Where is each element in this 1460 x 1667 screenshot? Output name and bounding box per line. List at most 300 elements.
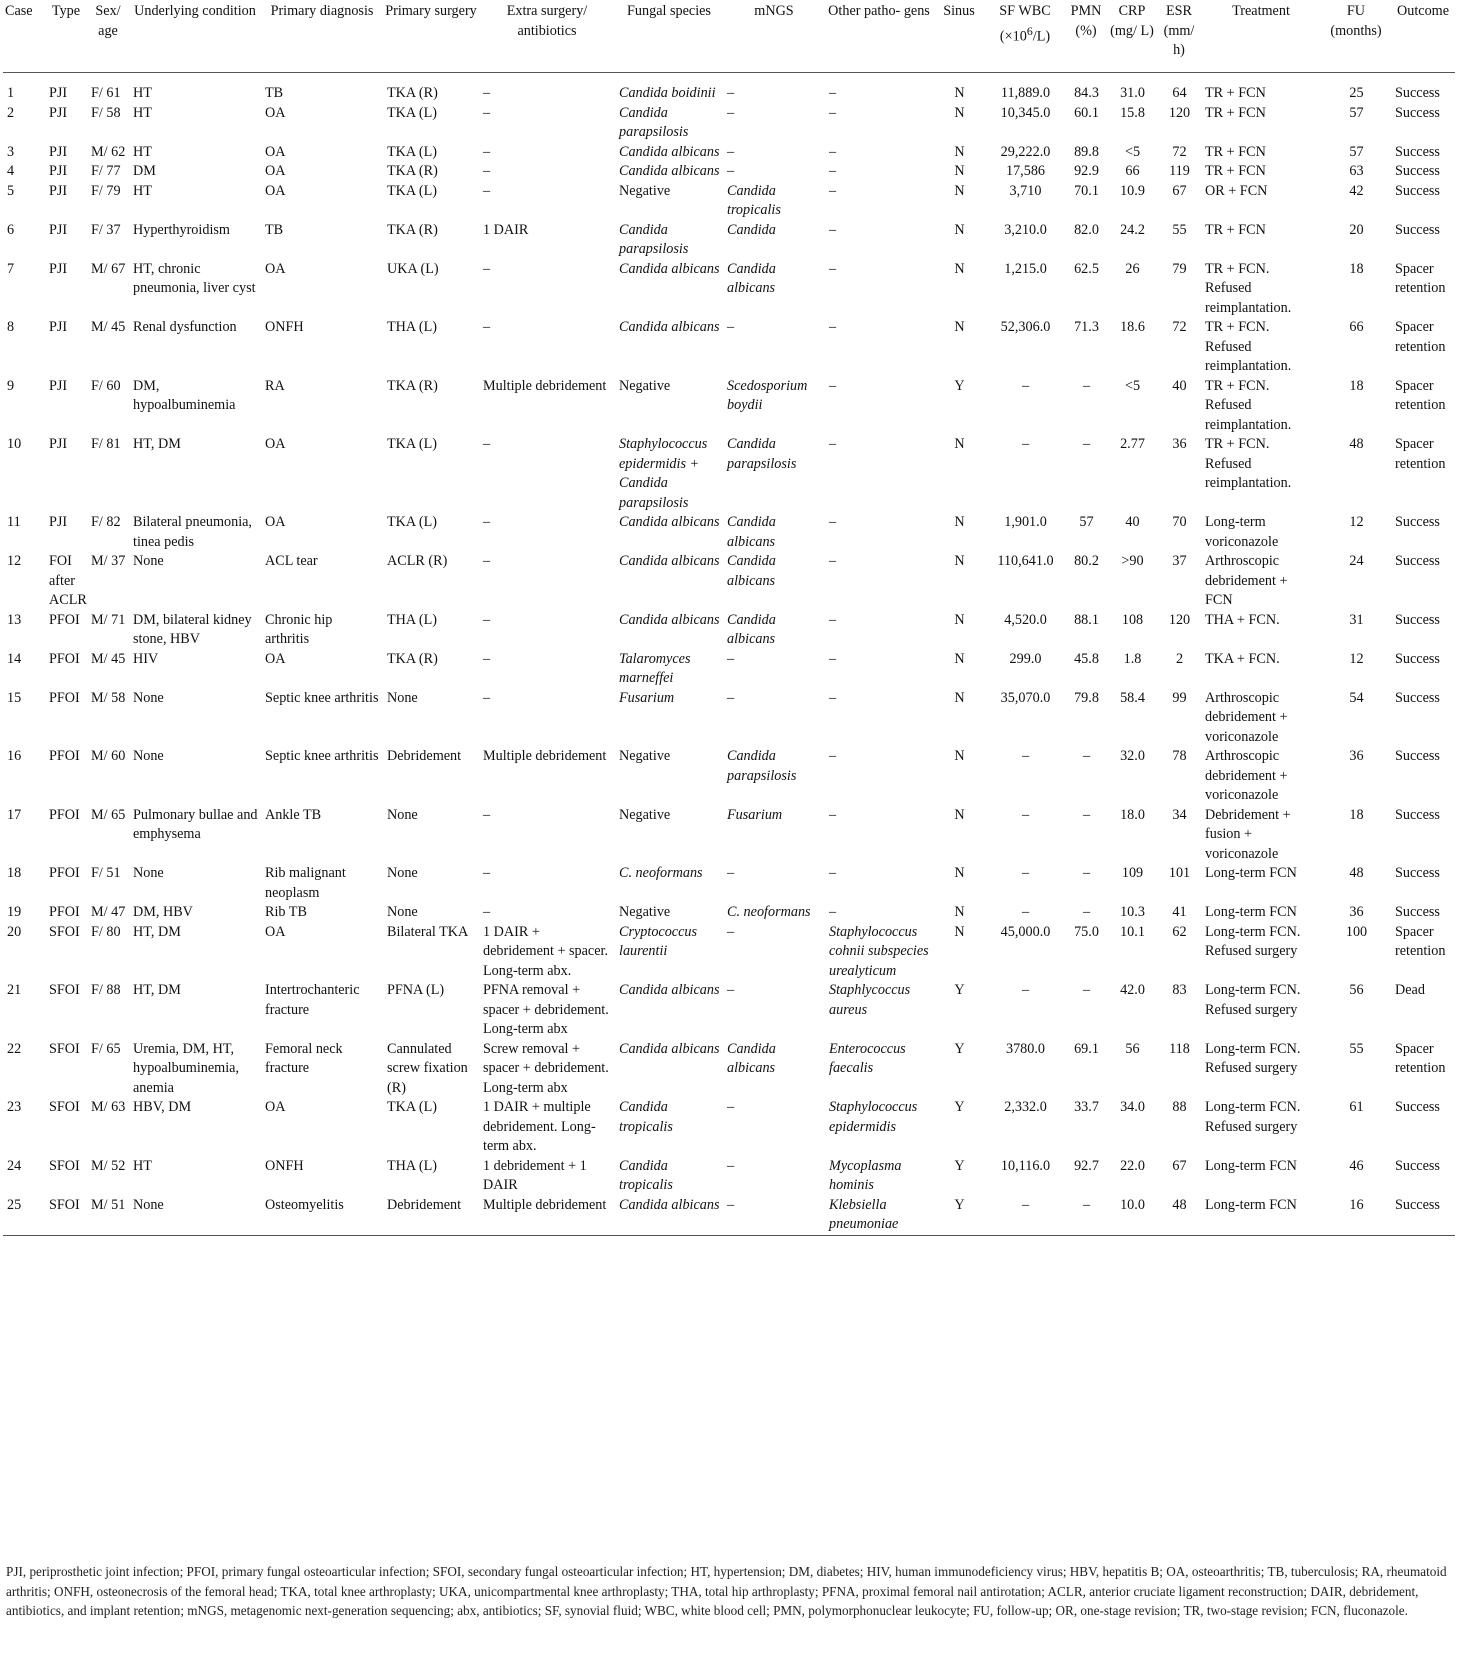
cell-outcome: Success: [1395, 611, 1440, 628]
cell-primary-surgery: TKA (R): [387, 163, 438, 179]
cell-sinus: Y: [954, 982, 965, 998]
cell-treatment: Debridement + fusion + voriconazole: [1205, 806, 1291, 862]
cell-outcome: Spacer retention: [1395, 377, 1446, 413]
cell-pmn: –: [1082, 982, 1091, 998]
cell-case: 7: [7, 260, 15, 277]
cell-sinus: N: [954, 689, 965, 706]
cell-fu: 12: [1349, 650, 1364, 667]
cell-extra-surgery: Multiple debridement: [483, 748, 607, 764]
cell-crp: 18.0: [1120, 806, 1145, 823]
cell-pmn: –: [1082, 806, 1091, 823]
cell-fu: 55: [1349, 1040, 1364, 1057]
cell-esr: 67: [1172, 1157, 1187, 1174]
cell-mngs: Fusarium: [727, 806, 783, 823]
cell-sf-wbc: –: [1021, 865, 1030, 881]
cell-type: PJI: [49, 163, 68, 179]
cell-sf-wbc: 35,070.0: [1000, 689, 1051, 706]
cell-sex-age: F/ 77: [91, 163, 121, 179]
cell-sf-wbc: 29,222.0: [1000, 143, 1051, 160]
cell-other-pathogens: –: [829, 689, 837, 706]
table-row: [3, 981, 1455, 1040]
cell-primary-diagnosis: ONFH: [265, 319, 304, 335]
cell-primary-surgery: PFNA (L): [387, 982, 445, 998]
cell-sex-age: M/ 45: [91, 319, 126, 335]
cell-fu: 57: [1349, 104, 1364, 121]
cell-crp: 32.0: [1120, 748, 1145, 764]
cell-other-pathogens: Staphylococcus epidermidis: [829, 1099, 918, 1135]
header-sf-wbc: [985, 0, 1065, 73]
cell-extra-surgery: –: [483, 514, 491, 530]
cell-underlying-condition: HT: [133, 85, 152, 101]
cell-type: SFOI: [49, 982, 80, 998]
cell-esr: 64: [1172, 85, 1187, 101]
cell-primary-diagnosis: OA: [265, 923, 286, 940]
cell-extra-surgery: –: [483, 85, 491, 101]
header-row: [3, 0, 1455, 73]
cell-primary-surgery: UKA (L): [387, 260, 439, 277]
cell-extra-surgery: PFNA removal + spacer + debridement. Long-term abx: [483, 982, 609, 1037]
cell-treatment: TR + FCN. Refused reimplantation.: [1205, 436, 1292, 491]
cell-sex-age: M/ 67: [91, 260, 126, 277]
cell-other-pathogens: –: [829, 260, 837, 277]
cell-treatment: TR + FCN: [1205, 104, 1266, 121]
cell-fungal-species: Talaromyces marneffei: [619, 650, 691, 686]
cell-other-pathogens: –: [829, 143, 837, 160]
cell-mngs: Candida albicans: [727, 260, 776, 296]
table-row: [3, 1040, 1455, 1099]
cell-primary-diagnosis: OA: [265, 163, 286, 179]
cell-underlying-condition: DM, HBV: [133, 904, 193, 920]
cell-mngs: Candida parapsilosis: [727, 436, 797, 472]
cell-other-pathogens: Enterococcus faecalis: [829, 1040, 906, 1076]
cell-primary-diagnosis: RA: [265, 377, 285, 394]
cell-fungal-species: Candida tropicalis: [619, 1099, 673, 1135]
cell-sf-wbc: 10,345.0: [1000, 104, 1051, 121]
cell-primary-surgery: THA (L): [387, 1157, 438, 1174]
cell-mngs: –: [727, 104, 735, 121]
cell-fu: 100: [1345, 923, 1368, 940]
cell-sinus: N: [954, 436, 965, 452]
cell-type: PJI: [49, 436, 68, 452]
cell-fungal-species: Candida albicans: [619, 611, 720, 628]
cell-primary-diagnosis: OA: [265, 260, 286, 277]
cell-treatment: OR + FCN: [1205, 182, 1268, 199]
cell-sinus: Y: [933, 1196, 985, 1236]
cell-pmn: 89.8: [1074, 143, 1099, 160]
cell-treatment: Long-term FCN: [1201, 1196, 1321, 1236]
cell-outcome: Spacer retention: [1395, 923, 1446, 959]
cell-underlying-condition: HT: [133, 104, 152, 121]
header-case: Case: [3, 0, 45, 73]
cell-sinus: Y: [954, 1157, 965, 1174]
table-row: [3, 377, 1455, 436]
cell-esr: 62: [1172, 923, 1187, 940]
cell-primary-surgery: TKA (R): [387, 377, 438, 394]
cell-mngs: –: [727, 689, 735, 706]
cell-outcome: Dead: [1395, 982, 1425, 998]
cell-treatment: TR + FCN. Refused reimplantation.: [1205, 377, 1292, 433]
cell-sinus: N: [954, 319, 965, 335]
cell-case: 2: [7, 104, 15, 121]
cell-pmn: 62.5: [1074, 260, 1099, 277]
cell-underlying-condition: None: [129, 1196, 261, 1236]
cell-sinus: Y: [954, 377, 965, 394]
cell-fu: 46: [1349, 1157, 1364, 1174]
table-row: [3, 1196, 1455, 1236]
cell-outcome: Spacer retention: [1395, 260, 1446, 296]
header-fu: FU (months): [1321, 0, 1391, 73]
cell-other-pathogens: –: [829, 436, 837, 452]
cell-treatment: Arthroscopic debridement + voriconazole: [1205, 689, 1288, 745]
cell-fu: 20: [1349, 221, 1364, 238]
cell-sex-age: F/ 82: [91, 514, 121, 530]
cell-fu: 66: [1349, 319, 1364, 335]
cell-type: PFOI: [49, 748, 80, 764]
cell-crp: 24.2: [1120, 221, 1145, 238]
cell-sinus: N: [954, 514, 965, 530]
cell-treatment: Long-term FCN. Refused surgery: [1205, 1099, 1301, 1135]
cell-case: 22: [7, 1040, 22, 1057]
table-row: [3, 182, 1455, 221]
cell-primary-diagnosis: OA: [265, 1099, 286, 1115]
cell-extra-surgery: –: [483, 650, 491, 667]
cell-mngs: –: [727, 982, 735, 998]
cell-underlying-condition: HT: [133, 1157, 152, 1174]
cell-extra-surgery: –: [483, 104, 491, 121]
header-underlying-condition: Underlying condition: [129, 0, 261, 73]
cell-type: PJI: [49, 182, 68, 199]
cell-type: PJI: [49, 85, 68, 101]
cell-outcome: Success: [1395, 806, 1440, 823]
cell-fu: 63: [1349, 163, 1364, 179]
cell-type: PFOI: [49, 904, 80, 920]
cell-other-pathogens: Klebsiella pneumoniae: [825, 1196, 933, 1236]
cell-case: 10: [7, 436, 22, 452]
cell-sinus: N: [954, 182, 965, 199]
cell-primary-surgery: Debridement: [383, 1196, 479, 1236]
cell-sinus: N: [954, 553, 965, 569]
cell-outcome: Success: [1395, 221, 1440, 238]
cell-fu: 48: [1349, 865, 1364, 881]
cell-other-pathogens: –: [829, 104, 837, 121]
cell-mngs: –: [727, 163, 735, 179]
cell-outcome: Spacer retention: [1395, 319, 1446, 355]
cell-esr: 72: [1172, 319, 1187, 335]
cell-fu: 36: [1349, 748, 1364, 764]
cell-outcome: Success: [1395, 865, 1440, 881]
cell-type: PJI: [49, 260, 68, 277]
cell-case: 13: [7, 611, 22, 628]
cell-fu: 12: [1349, 514, 1364, 530]
cell-outcome: Success: [1395, 85, 1440, 101]
cell-outcome: Success: [1395, 904, 1440, 920]
cell-primary-surgery: None: [387, 865, 418, 881]
cell-case: 18: [7, 865, 22, 881]
cell-fungal-species: Candida boidinii: [619, 85, 716, 101]
cell-extra-surgery: Screw removal + spacer + debridement. Long-term abx: [483, 1040, 609, 1096]
table-row: [3, 1157, 1455, 1196]
cell-underlying-condition: DM, hypoalbuminemia: [133, 377, 236, 413]
cell-crp: 1.8: [1123, 650, 1142, 667]
cell-pmn: 80.2: [1074, 553, 1099, 569]
cell-crp: 42.0: [1120, 982, 1145, 998]
cell-esr: 119: [1169, 163, 1190, 179]
cell-underlying-condition: Renal dysfunction: [133, 319, 237, 335]
table-row: [3, 923, 1455, 982]
cell-primary-surgery: TKA (L): [387, 514, 438, 530]
cell-primary-diagnosis: TB: [265, 221, 284, 238]
cell-pmn: 82.0: [1074, 221, 1099, 238]
cell-mngs: –: [727, 319, 735, 335]
cell-primary-diagnosis: Septic knee arthritis: [265, 689, 379, 706]
cell-esr: 41: [1172, 904, 1187, 920]
cell-sex-age: F/ 61: [91, 85, 121, 101]
cell-primary-diagnosis: ACL tear: [265, 553, 318, 569]
cell-pmn: 69.1: [1074, 1040, 1099, 1057]
cell-primary-surgery: None: [387, 904, 418, 920]
cell-crp: 15.8: [1120, 104, 1145, 121]
cell-sex-age: F/ 88: [91, 982, 121, 998]
cell-pmn: 88.1: [1074, 611, 1099, 628]
header-pmn: PMN (%): [1065, 0, 1107, 73]
cell-primary-surgery: TKA (R): [387, 221, 438, 238]
cell-outcome: Success: [1395, 553, 1440, 569]
cell-case: 14: [7, 650, 22, 667]
cell-crp: <5: [1124, 377, 1141, 394]
header-sf-wbc-unit-end: /L): [1032, 28, 1051, 45]
cell-sf-wbc: 10,116.0: [1000, 1157, 1051, 1174]
cell-crp: 58.4: [1120, 689, 1145, 706]
cell-other-pathogens: –: [829, 806, 837, 823]
cell-sex-age: M/ 58: [91, 689, 126, 706]
header-sex-age: Sex/ age: [87, 0, 129, 73]
cell-type: SFOI: [49, 1040, 80, 1057]
cell-crp: >90: [1121, 553, 1144, 569]
cell-primary-surgery: TKA (R): [387, 650, 438, 667]
header-crp: CRP (mg/ L): [1107, 0, 1157, 73]
cell-type: PFOI: [49, 611, 80, 628]
cell-sf-wbc: 110,641.0: [997, 553, 1054, 569]
cell-other-pathogens: –: [829, 514, 837, 530]
cell-case: 25: [3, 1196, 45, 1236]
cell-treatment: TR + FCN: [1205, 221, 1266, 238]
cell-other-pathogens: –: [829, 650, 837, 667]
cell-extra-surgery: 1 DAIR + debridement + spacer. Long-term abx.: [483, 923, 608, 979]
cell-primary-surgery: None: [387, 806, 418, 823]
cell-outcome: Success: [1395, 143, 1440, 160]
cell-esr: 120: [1168, 104, 1191, 121]
cell-type: PFOI: [49, 650, 80, 667]
header-fungal-species: Fungal species: [615, 0, 723, 73]
cell-fu: 18: [1349, 377, 1364, 394]
cell-pmn: 57: [1079, 514, 1094, 530]
table-row: [3, 611, 1455, 650]
cell-crp: 10.9: [1120, 182, 1145, 199]
cell-esr: 120: [1168, 611, 1191, 628]
cell-underlying-condition: Pulmonary bullae and emphysema: [133, 806, 258, 842]
cell-extra-surgery: –: [483, 553, 491, 569]
cell-underlying-condition: Uremia, DM, HT, hypoalbuminemia, anemia: [133, 1040, 239, 1096]
cell-case: 6: [7, 221, 15, 238]
cell-primary-surgery: TKA (L): [387, 143, 438, 160]
cell-esr: 70: [1172, 514, 1187, 530]
cell-mngs: Candida tropicalis: [727, 182, 781, 218]
cell-treatment: Long-term FCN: [1205, 865, 1297, 881]
cell-other-pathogens: –: [829, 865, 837, 881]
cell-type: PJI: [49, 514, 68, 530]
cell-other-pathogens: –: [829, 319, 837, 335]
cell-sex-age: M/ 63: [91, 1099, 126, 1115]
cell-sf-wbc: –: [1021, 982, 1030, 998]
cell-sinus: N: [954, 806, 965, 823]
cell-treatment: TR + FCN. Refused reimplantation.: [1205, 260, 1292, 316]
cell-treatment: TR + FCN: [1205, 163, 1266, 179]
cell-primary-diagnosis: Osteomyelitis: [261, 1196, 383, 1236]
header-extra-surgery: Extra surgery/ antibiotics: [479, 0, 615, 73]
table-row: [3, 552, 1455, 611]
cell-pmn: 92.9: [1074, 163, 1099, 179]
cell-fu: 61: [1349, 1099, 1364, 1115]
cell-crp: 26: [1125, 260, 1140, 277]
cell-sf-wbc: –: [985, 1196, 1065, 1236]
cell-type: PFOI: [49, 865, 80, 881]
cell-treatment: Arthroscopic debridement + voriconazole: [1205, 748, 1288, 803]
cell-primary-diagnosis: OA: [265, 650, 286, 667]
cell-type: SFOI: [49, 1157, 80, 1174]
cell-fungal-species: Candida albicans: [619, 1040, 720, 1057]
cell-primary-diagnosis: ONFH: [265, 1157, 304, 1174]
cell-fungal-species: Candida albicans: [619, 143, 720, 160]
cell-underlying-condition: HT, chronic pneumonia, liver cyst: [133, 260, 256, 296]
cell-type: PJI: [49, 221, 68, 238]
cell-crp: 10.3: [1120, 904, 1145, 920]
table-row: [3, 435, 1455, 513]
cell-primary-diagnosis: Femoral neck fracture: [265, 1040, 343, 1076]
header-other-pathogens: Other patho- gens: [825, 0, 933, 73]
cell-fungal-species: C. neoformans: [619, 865, 703, 881]
cell-type: SFOI: [45, 1196, 87, 1236]
cell-crp: 10.0: [1107, 1196, 1157, 1236]
cell-case: 19: [7, 904, 22, 920]
cell-treatment: TR + FCN. Refused reimplantation.: [1205, 319, 1292, 374]
cell-sinus: N: [954, 260, 965, 277]
cell-sinus: N: [954, 748, 965, 764]
cell-fu: 18: [1349, 260, 1364, 277]
cell-pmn: 33.7: [1074, 1099, 1099, 1115]
cell-mngs: Scedosporium boydii: [727, 377, 808, 413]
cell-sf-wbc: –: [1021, 748, 1030, 764]
cell-sf-wbc: 3,710: [1009, 182, 1042, 199]
cell-outcome: Success: [1395, 650, 1440, 667]
cell-extra-surgery: –: [483, 611, 491, 628]
cell-extra-surgery: Multiple debridement: [483, 377, 607, 394]
cell-mngs: –: [727, 1099, 735, 1115]
cell-extra-surgery: –: [483, 904, 491, 920]
cell-treatment: THA + FCN.: [1205, 611, 1280, 628]
cell-fungal-species: Candida albicans: [615, 1196, 723, 1236]
cell-primary-diagnosis: Septic knee arthritis: [265, 748, 379, 764]
cell-mngs: Candida parapsilosis: [727, 748, 797, 784]
cell-primary-surgery: TKA (L): [387, 182, 438, 199]
cell-sex-age: F/ 81: [91, 436, 121, 452]
cell-extra-surgery: –: [483, 806, 491, 823]
header-primary-surgery: Primary surgery: [383, 0, 479, 73]
cell-sf-wbc: 1,215.0: [1004, 260, 1047, 277]
cell-sinus: N: [954, 104, 965, 121]
cell-pmn: –: [1082, 865, 1091, 881]
cell-type: PFOI: [49, 689, 80, 706]
cell-esr: 55: [1172, 221, 1187, 238]
cell-fungal-species: Candida albicans: [619, 514, 720, 530]
cell-treatment: Long-term voriconazole: [1205, 514, 1279, 550]
cell-underlying-condition: Hyperthyroidism: [133, 221, 230, 238]
header-sinus: Sinus: [933, 0, 985, 73]
cell-primary-diagnosis: OA: [265, 514, 286, 530]
cell-sex-age: M/ 65: [91, 806, 126, 823]
cell-fu: 54: [1349, 689, 1364, 706]
cell-sinus: N: [954, 143, 965, 160]
cell-fu: 42: [1349, 182, 1364, 199]
cell-other-pathogens: –: [829, 553, 837, 569]
cell-primary-surgery: TKA (L): [387, 104, 438, 121]
cell-type: SFOI: [49, 923, 80, 940]
cell-esr: 83: [1172, 982, 1187, 998]
cell-outcome: Success: [1395, 163, 1440, 179]
cell-mngs: –: [727, 865, 735, 881]
cell-outcome: Success: [1395, 689, 1440, 706]
cell-treatment: TR + FCN: [1205, 85, 1266, 101]
header-sf-wbc-exponent: 6: [1026, 23, 1033, 38]
cell-pmn: –: [1082, 748, 1091, 764]
cell-case: 11: [7, 514, 21, 530]
cell-primary-diagnosis: OA: [265, 104, 286, 121]
cell-type: PJI: [49, 319, 68, 335]
cell-crp: 40: [1125, 514, 1140, 530]
cell-underlying-condition: None: [133, 553, 164, 569]
cell-esr: 48: [1157, 1196, 1201, 1236]
cell-pmn: 45.8: [1074, 650, 1099, 667]
cell-primary-surgery: THA (L): [387, 611, 438, 628]
cell-primary-surgery: TKA (L): [387, 436, 438, 452]
cell-primary-surgery: TKA (L): [387, 1099, 438, 1115]
cell-outcome: Success: [1391, 1196, 1455, 1236]
cell-primary-surgery: None: [387, 689, 418, 706]
cell-esr: 88: [1172, 1099, 1187, 1115]
cell-outcome: Success: [1395, 1099, 1440, 1115]
cell-sf-wbc: 2,332.0: [1004, 1099, 1047, 1115]
cell-mngs: –: [727, 85, 735, 101]
cell-primary-surgery: THA (L): [387, 319, 438, 335]
cell-mngs: –: [727, 650, 735, 667]
cell-sf-wbc: –: [1021, 377, 1030, 394]
cell-fungal-species: Negative: [619, 904, 671, 920]
cell-sinus: N: [954, 865, 965, 881]
cell-extra-surgery: –: [483, 436, 491, 452]
cell-type: PJI: [49, 143, 68, 160]
cell-crp: 109: [1121, 865, 1144, 881]
cell-outcome: Success: [1395, 182, 1440, 199]
table-row: [3, 260, 1455, 319]
cell-fungal-species: Staphylococcus epidermidis + Candida parapsilosis: [619, 436, 708, 511]
cell-underlying-condition: HT, DM: [133, 436, 181, 452]
header-type: Type: [45, 0, 87, 73]
cell-other-pathogens: –: [829, 221, 837, 238]
cell-type: PFOI: [49, 806, 80, 823]
cell-pmn: 75.0: [1074, 923, 1099, 940]
cell-mngs: Candida: [727, 221, 776, 238]
cell-case: 17: [7, 806, 22, 823]
cell-outcome: Spacer retention: [1395, 1040, 1446, 1076]
